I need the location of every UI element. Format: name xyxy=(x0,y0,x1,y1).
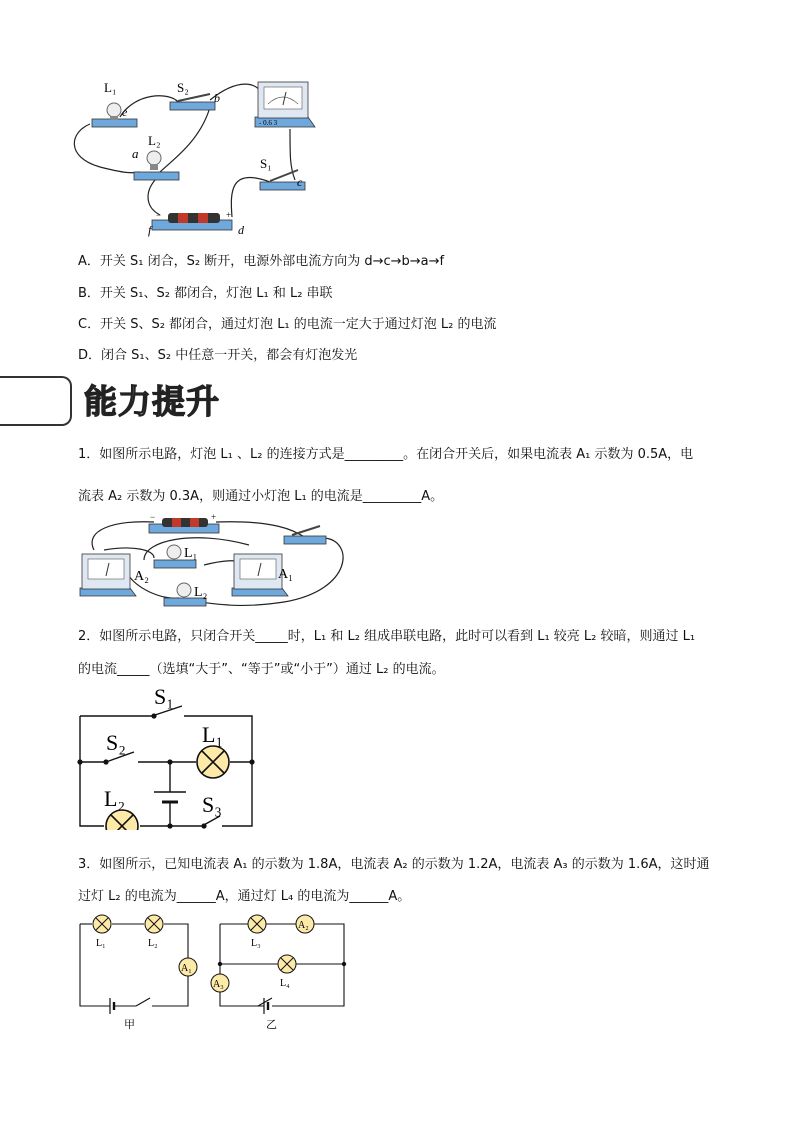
option-d: D．闭合 S₁、S₂ 中任意一开关，都会有灯泡发光 xyxy=(78,348,358,363)
label-c: c xyxy=(297,175,303,189)
q3-figure-yi xyxy=(208,906,358,1036)
label-l1: L₁ xyxy=(104,80,117,95)
label-s3: S₃ xyxy=(202,792,222,817)
q2-figure xyxy=(74,680,274,830)
q2-text-line2: 的电流_____（选填“大于”、“等于”或“小于”）通过 L₂ 的电流。 xyxy=(78,662,445,677)
section-title: 能力提升 xyxy=(84,382,220,421)
label-l2: L₂ xyxy=(194,585,208,600)
label-jia: 甲 xyxy=(124,1019,135,1031)
label-b: b xyxy=(214,91,220,105)
q3-figure-jia xyxy=(74,906,204,1036)
option-b: B．开关 S₁、S₂ 都闭合，灯泡 L₁ 和 L₂ 串联 xyxy=(78,286,333,301)
label-l2: L₂ xyxy=(104,786,126,811)
battery-icon xyxy=(152,210,232,230)
lamp-l3-icon xyxy=(248,915,266,933)
label-a2: A₂ xyxy=(134,569,149,584)
label-a3: A₃ xyxy=(213,979,224,990)
option-c: C．开关 S、S₂ 都闭合，通过灯泡 L₁ 的电流一定大于通过灯泡 L₂ 的电流 xyxy=(78,317,497,332)
label-l3: L₃ xyxy=(251,938,261,949)
q1-figure xyxy=(74,510,364,610)
label-l1: L₁ xyxy=(96,938,106,949)
label-s2: S₂ xyxy=(177,80,189,95)
section-tab-decoration xyxy=(0,376,72,426)
label-a: a xyxy=(132,146,139,161)
q3-text-line2: 过灯 L₂ 的电流为______A，通过灯 L₄ 的电流为______A。 xyxy=(78,889,411,904)
svg-text:+: + xyxy=(211,512,217,522)
q1-text-line1: 1．如图所示电路，灯泡 L₁ 、L₂ 的连接方式是_________。在闭合开关后，如果电流表 A₁ 示数为 0.5A，电 xyxy=(78,447,694,462)
label-l1: L₁ xyxy=(202,722,224,747)
label-e: e xyxy=(122,105,128,119)
label-d: d xyxy=(238,223,244,237)
battery-icon xyxy=(149,512,219,533)
ammeter-a2-icon xyxy=(80,554,136,596)
lamp-l2-icon xyxy=(145,915,163,933)
label-a2: A₂ xyxy=(298,920,309,931)
lamp-l1-icon xyxy=(93,915,111,933)
lamp-l2-icon xyxy=(106,810,138,830)
label-s1: S₁ xyxy=(260,156,272,171)
lamp-l1-icon xyxy=(92,103,137,127)
q2-text-line1: 2．如图所示电路，只闭合开关_____时，L₁ 和 L₂ 组成串联电路，此时可以看到 L₁ 较亮 L₂ 较暗，则通过 L₁ xyxy=(78,629,696,644)
label-l2: L₂ xyxy=(148,938,158,949)
label-f: f xyxy=(148,223,152,237)
q3-text-line1: 3．如图所示，已知电流表 A₁ 的示数为 1.8A，电流表 A₂ 的示数为 1.2A，电流表 A₃ 的示数为 1.6A，这时通 xyxy=(78,857,710,872)
label-l2: L₂ xyxy=(148,133,161,148)
label-l1: L₁ xyxy=(184,546,198,561)
switch-icon xyxy=(284,526,326,544)
ammeter-scale: - 0.6 3 xyxy=(259,119,278,127)
svg-text:+: + xyxy=(226,210,232,220)
label-a1: A₁ xyxy=(278,567,293,582)
label-s2: S₂ xyxy=(106,730,126,755)
lamp-l4-icon xyxy=(278,955,296,973)
switch-s2-icon xyxy=(170,94,215,110)
label-a1: A₁ xyxy=(181,963,192,974)
q1-text-line2: 流表 A₂ 示数为 0.3A，则通过小灯泡 L₁ 的电流是_________A。 xyxy=(78,489,444,504)
option-a: A．开关 S₁ 闭合，S₂ 断开，电源外部电流方向为 d→c→b→a→f xyxy=(78,254,445,269)
svg-text:−: − xyxy=(150,512,156,522)
label-l4: L₄ xyxy=(280,978,290,989)
svg-text:−: − xyxy=(156,210,162,220)
label-s1: S₁ xyxy=(154,684,174,709)
lamp-l1-icon xyxy=(197,746,229,778)
figure-1-circuit xyxy=(60,72,320,240)
label-yi: 乙 xyxy=(266,1019,277,1031)
lamp-l2-icon xyxy=(134,151,179,180)
